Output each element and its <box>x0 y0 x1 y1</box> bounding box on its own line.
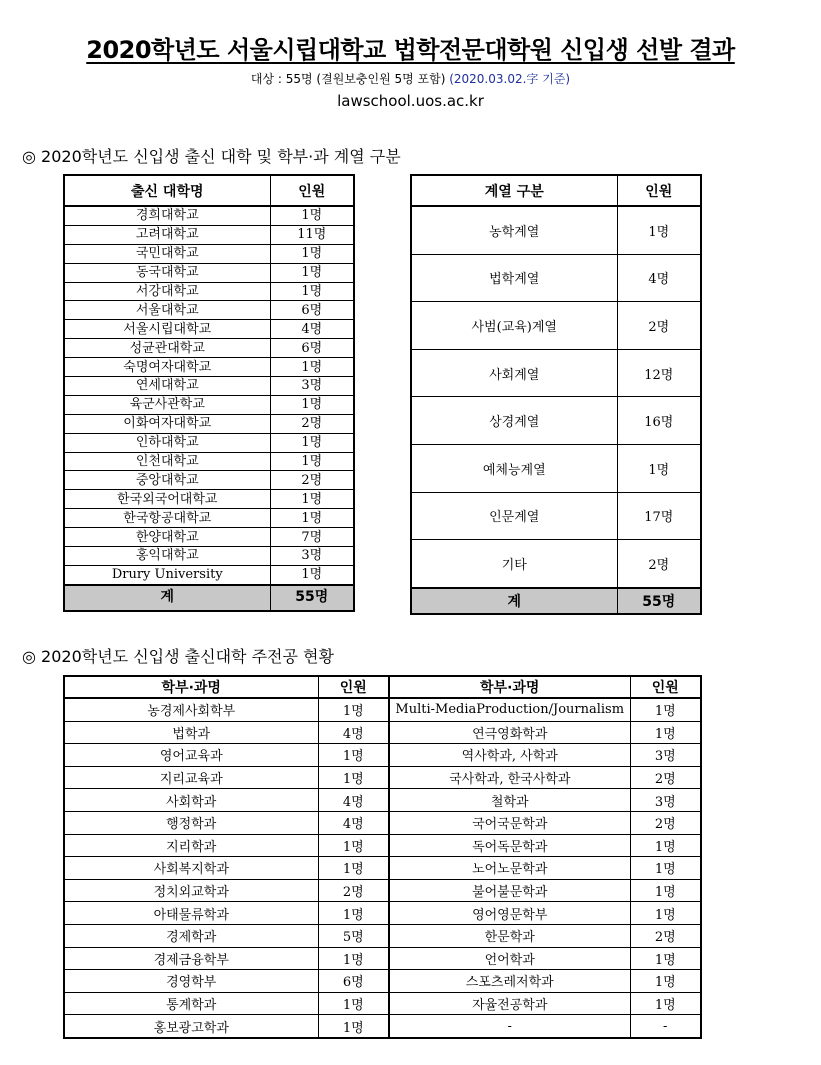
table-row <box>64 282 354 301</box>
subtitle-main: 대상 : 55명 (결원보충인원 5명 포함) <box>250 72 450 86</box>
major-cell: 역사학과, 사학과 <box>389 744 630 767</box>
university-cell: 2명 <box>270 414 354 433</box>
table-row <box>64 358 354 377</box>
major-cell: 1명 <box>318 1015 389 1038</box>
field-total-cell: 55명 <box>617 588 701 614</box>
university-cell: 서울대학교 <box>64 301 270 320</box>
major-cell: 행정학과 <box>64 811 318 834</box>
major-cell: 1명 <box>318 947 389 970</box>
university-cell: Drury University <box>64 565 270 584</box>
table-row <box>411 540 701 588</box>
university-cell: 1명 <box>270 565 354 584</box>
major-cell: 국어국문학과 <box>389 811 630 834</box>
table-row <box>64 547 354 566</box>
university-cell: 이화여자대학교 <box>64 414 270 433</box>
university-cell: 연세대학교 <box>64 377 270 396</box>
major-cell: 1명 <box>318 834 389 857</box>
table-row <box>64 244 354 263</box>
table-row <box>411 444 701 492</box>
field-cell: 1명 <box>617 444 701 492</box>
university-header: 출신 대학명 <box>64 175 270 206</box>
university-cell: 1명 <box>270 509 354 528</box>
university-cell: 3명 <box>270 377 354 396</box>
page-title: 2020학년도 서울시립대학교 법학전문대학원 신입생 선발 결과 <box>86 36 735 64</box>
field-cell: 법학계열 <box>411 254 617 302</box>
major-cell: 3명 <box>630 789 701 812</box>
university-cell: 6명 <box>270 301 354 320</box>
major-cell: 1명 <box>630 721 701 744</box>
major-cell: 철학과 <box>389 789 630 812</box>
table-row <box>64 834 701 857</box>
major-cell: 법학과 <box>64 721 318 744</box>
table-row <box>64 924 701 947</box>
table-row <box>64 766 701 789</box>
university-table <box>63 174 355 612</box>
major-cell: 1명 <box>630 834 701 857</box>
major-table <box>63 675 702 1039</box>
university-cell: 숙명여자대학교 <box>64 358 270 377</box>
field-cell: 12명 <box>617 349 701 397</box>
subtitle-date: (2020.03.02.字 기준) <box>449 72 571 86</box>
major-cell: 아태물류학과 <box>64 902 318 925</box>
table-row <box>64 879 701 902</box>
field-cell: 1명 <box>617 206 701 254</box>
table-row <box>64 857 701 880</box>
university-cell: 중앙대학교 <box>64 471 270 490</box>
table-row <box>64 490 354 509</box>
table-row <box>64 225 354 244</box>
major-cell: 경제금융학부 <box>64 947 318 970</box>
table-row <box>64 698 701 721</box>
major-cell: 5명 <box>318 924 389 947</box>
major-cell: Multi-MediaProduction/Journalism <box>389 698 630 721</box>
major-cell: 1명 <box>630 857 701 880</box>
table-row <box>64 970 701 993</box>
field-table <box>410 174 702 615</box>
major-cell: 지리교육과 <box>64 766 318 789</box>
table-row <box>64 263 354 282</box>
table-row <box>64 433 354 452</box>
table-row <box>64 471 354 490</box>
major-cell: 1명 <box>318 992 389 1015</box>
university-total-cell: 계 <box>64 585 270 611</box>
table-row <box>64 811 701 834</box>
major-header: 인원 <box>630 676 701 698</box>
university-cell: 1명 <box>270 433 354 452</box>
major-cell: 영어영문학부 <box>389 902 630 925</box>
university-cell: 고려대학교 <box>64 225 270 244</box>
major-cell: 2명 <box>630 811 701 834</box>
major-cell: 한문학과 <box>389 924 630 947</box>
major-cell: 1명 <box>630 947 701 970</box>
major-cell: 1명 <box>630 902 701 925</box>
table-row <box>64 377 354 396</box>
major-cell: 스포츠레저학과 <box>389 970 630 993</box>
table-row <box>64 721 701 744</box>
table-row <box>411 302 701 350</box>
field-cell: 인문계열 <box>411 492 617 540</box>
field-cell: 농학계열 <box>411 206 617 254</box>
university-cell: 11명 <box>270 225 354 244</box>
table-row <box>64 947 701 970</box>
field-cell: 기타 <box>411 540 617 588</box>
field-header: 인원 <box>617 175 701 206</box>
major-cell: 영어교육과 <box>64 744 318 767</box>
table-row <box>64 301 354 320</box>
major-cell: 1명 <box>630 970 701 993</box>
section2-title: ◎ 2020학년도 신입생 출신대학 주전공 현황 <box>22 647 334 666</box>
university-cell: 1명 <box>270 490 354 509</box>
university-cell: 1명 <box>270 452 354 471</box>
major-cell: 국사학과, 한국사학과 <box>389 766 630 789</box>
field-cell: 16명 <box>617 397 701 445</box>
table-row <box>411 206 701 254</box>
major-cell: 4명 <box>318 789 389 812</box>
major-cell: 1명 <box>318 766 389 789</box>
university-cell: 한국항공대학교 <box>64 509 270 528</box>
table-row <box>64 320 354 339</box>
university-cell: 7명 <box>270 528 354 547</box>
major-cell: - <box>630 1015 701 1038</box>
major-cell: 사회학과 <box>64 789 318 812</box>
page-subtitle <box>0 70 821 87</box>
field-cell: 4명 <box>617 254 701 302</box>
major-cell: - <box>389 1015 630 1038</box>
major-cell: 4명 <box>318 721 389 744</box>
section1-title: ◎ 2020학년도 신입생 출신 대학 및 학부·과 계열 구분 <box>22 147 401 166</box>
table-row <box>64 452 354 471</box>
major-cell: 불어불문학과 <box>389 879 630 902</box>
total-row <box>64 585 354 611</box>
university-cell: 1명 <box>270 244 354 263</box>
major-cell: 3명 <box>630 744 701 767</box>
university-cell: 1명 <box>270 263 354 282</box>
major-cell: 2명 <box>630 766 701 789</box>
major-cell: 언어학과 <box>389 947 630 970</box>
major-cell: 6명 <box>318 970 389 993</box>
major-cell: 1명 <box>630 698 701 721</box>
university-cell: 1명 <box>270 358 354 377</box>
university-cell: 육군사관학교 <box>64 395 270 414</box>
university-cell: 성균관대학교 <box>64 339 270 358</box>
major-cell: 자율전공학과 <box>389 992 630 1015</box>
field-header: 계열 구분 <box>411 175 617 206</box>
table-row <box>64 902 701 925</box>
major-cell: 1명 <box>630 992 701 1015</box>
university-cell: 국민대학교 <box>64 244 270 263</box>
university-cell: 2명 <box>270 471 354 490</box>
university-header: 인원 <box>270 175 354 206</box>
field-cell: 17명 <box>617 492 701 540</box>
university-cell: 1명 <box>270 282 354 301</box>
table-row <box>411 254 701 302</box>
field-cell: 사범(교육)계열 <box>411 302 617 350</box>
field-cell: 2명 <box>617 540 701 588</box>
major-cell: 2명 <box>318 879 389 902</box>
university-cell: 인천대학교 <box>64 452 270 471</box>
major-cell: 독어독문학과 <box>389 834 630 857</box>
field-cell: 상경계열 <box>411 397 617 445</box>
major-header: 학부·과명 <box>389 676 630 698</box>
major-cell: 경제학과 <box>64 924 318 947</box>
major-cell: 2명 <box>630 924 701 947</box>
major-cell: 1명 <box>318 902 389 925</box>
major-header: 학부·과명 <box>64 676 318 698</box>
university-cell: 동국대학교 <box>64 263 270 282</box>
table-row <box>64 509 354 528</box>
table-row <box>64 565 354 584</box>
university-cell: 인하대학교 <box>64 433 270 452</box>
table-row <box>64 206 354 225</box>
major-cell: 정치외교학과 <box>64 879 318 902</box>
university-cell: 서강대학교 <box>64 282 270 301</box>
school-url: lawschool.uos.ac.kr <box>337 92 484 110</box>
major-cell: 4명 <box>318 811 389 834</box>
table-row <box>64 395 354 414</box>
university-cell: 3명 <box>270 547 354 566</box>
table-row <box>411 397 701 445</box>
university-cell: 홍익대학교 <box>64 547 270 566</box>
table-row <box>64 528 354 547</box>
field-total-cell: 계 <box>411 588 617 614</box>
major-cell: 통계학과 <box>64 992 318 1015</box>
table-row <box>64 992 701 1015</box>
university-cell: 한양대학교 <box>64 528 270 547</box>
university-cell: 경희대학교 <box>64 206 270 225</box>
total-row <box>411 588 701 614</box>
table-row <box>64 339 354 358</box>
table-row <box>64 414 354 433</box>
university-total-cell: 55명 <box>270 585 354 611</box>
major-cell: 사회복지학과 <box>64 857 318 880</box>
major-header: 인원 <box>318 676 389 698</box>
major-cell: 경영학부 <box>64 970 318 993</box>
table-row <box>64 744 701 767</box>
major-cell: 노어노문학과 <box>389 857 630 880</box>
university-cell: 서울시립대학교 <box>64 320 270 339</box>
field-cell: 예체능계열 <box>411 444 617 492</box>
university-cell: 한국외국어대학교 <box>64 490 270 509</box>
major-cell: 1명 <box>318 744 389 767</box>
major-cell: 홍보광고학과 <box>64 1015 318 1038</box>
university-cell: 1명 <box>270 395 354 414</box>
major-cell: 지리학과 <box>64 834 318 857</box>
field-cell: 사회계열 <box>411 349 617 397</box>
major-cell: 연극영화학과 <box>389 721 630 744</box>
university-cell: 1명 <box>270 206 354 225</box>
table-row <box>411 492 701 540</box>
major-cell: 1명 <box>630 879 701 902</box>
table-row <box>411 349 701 397</box>
table-row <box>64 1015 701 1038</box>
major-cell: 1명 <box>318 698 389 721</box>
field-cell: 2명 <box>617 302 701 350</box>
table-row <box>64 789 701 812</box>
university-cell: 4명 <box>270 320 354 339</box>
university-cell: 6명 <box>270 339 354 358</box>
major-cell: 1명 <box>318 857 389 880</box>
major-cell: 농경제사회학부 <box>64 698 318 721</box>
